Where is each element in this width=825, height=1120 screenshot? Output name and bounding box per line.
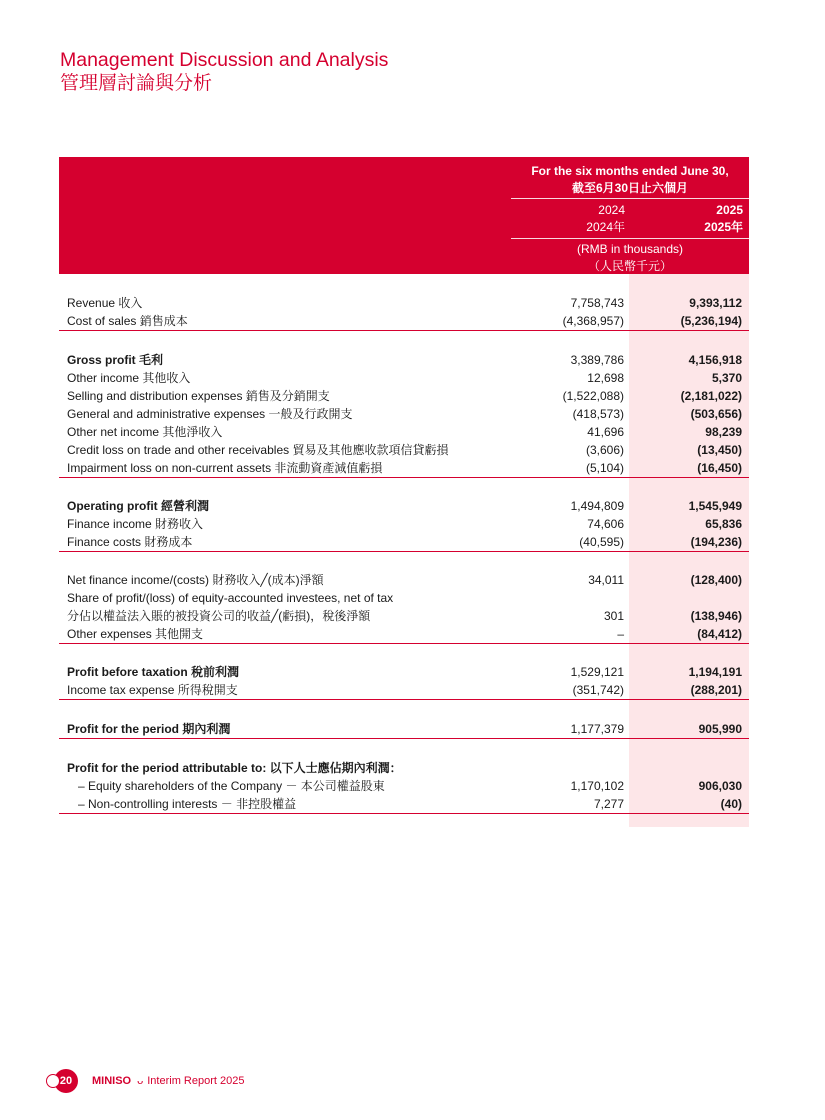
table-row: Operating profit 經營利潤 1,494,809 1,545,949 [67, 499, 742, 513]
table-row: Finance costs 財務成本 (40,595) (194,236) [59, 533, 749, 552]
header-divider [511, 198, 749, 199]
period-en: For the six months ended June 30, [531, 164, 729, 178]
table-row: Cost of sales 銷售成本 (4,368,957) (5,236,194) [59, 312, 749, 331]
brand-name: MINISO [92, 1075, 132, 1087]
table-row: Revenue 收入 7,758,743 9,393,112 [67, 296, 742, 310]
page-title-en: Management Discussion and Analysis [60, 49, 389, 71]
period-heading [511, 163, 749, 197]
report-title: Interim Report 2025 [147, 1075, 245, 1087]
table-row: Credit loss on trade and other receivables 貿易及其他應收款項信貸虧損 (3,606) (13,450) [67, 443, 742, 457]
page-number: 20 [54, 1069, 78, 1093]
table-row: Profit for the period 期內利潤 1,177,379 905,990 [59, 720, 749, 739]
table-row: – Non-controlling interests － 非控股權益 7,277 (40) [59, 795, 749, 814]
page-title-zh: 管理層討論與分析 [60, 72, 213, 94]
table-header-banner [59, 157, 749, 274]
page-ring-icon [46, 1074, 60, 1088]
year-2025-zh: 2025年 [704, 220, 743, 234]
table-row: Other income 其他收入 12,698 5,370 [67, 371, 742, 385]
table-row: Profit before taxation 稅前利潤 1,529,121 1,194,191 [67, 665, 742, 679]
page-footer [46, 1069, 244, 1093]
table-row: – Equity shareholders of the Company － 本公司權益股東 1,170,102 906,030 [78, 779, 742, 793]
table-row: Impairment loss on non-current assets 非流動資產減值虧損 (5,104) (16,450) [59, 459, 749, 478]
table-row: Net finance income/(costs) 財務收入╱(成本)淨額 34,011 (128,400) [67, 573, 742, 587]
table-row: Finance income 財務收入 74,606 65,836 [67, 517, 742, 531]
header-divider [511, 238, 749, 239]
table-row: 分佔以權益法入賬的被投資公司的收益╱(虧損)，稅後淨額 301 (138,946) [67, 609, 742, 623]
year-2024-zh: 2024年 [586, 220, 625, 234]
table-row: Other net income 其他淨收入 41,696 98,239 [67, 425, 742, 439]
unit-zh: （人民幣千元） [587, 259, 672, 273]
year-2025: 2025 [716, 203, 743, 217]
table-row: Profit for the period attributable to: 以下人士應佔期內利潤： [67, 761, 402, 775]
table-row: Income tax expense 所得稅開支 (351,742) (288,201) [59, 681, 749, 700]
unit-en: (RMB in thousands) [576, 242, 684, 256]
table-row: General and administrative expenses 一般及行政開支 (418,573) (503,656) [67, 407, 742, 421]
table-row: Other expenses 其他開支 – (84,412) [59, 625, 749, 644]
income-statement-table [59, 274, 749, 814]
period-zh: 截至6月30日止六個月 [571, 181, 689, 195]
year-2024: 2024 [598, 203, 625, 217]
table-row: Selling and distribution expenses 銷售及分銷開支 (1,522,088) (2,181,022) [67, 389, 742, 403]
table-row: Gross profit 毛利 3,389,786 4,156,918 [67, 353, 742, 367]
table-row: Share of profit/(loss) of equity-accounted investees, net of tax [67, 591, 394, 605]
smile-icon: ᴗ [137, 1075, 144, 1087]
page-header [60, 49, 388, 95]
